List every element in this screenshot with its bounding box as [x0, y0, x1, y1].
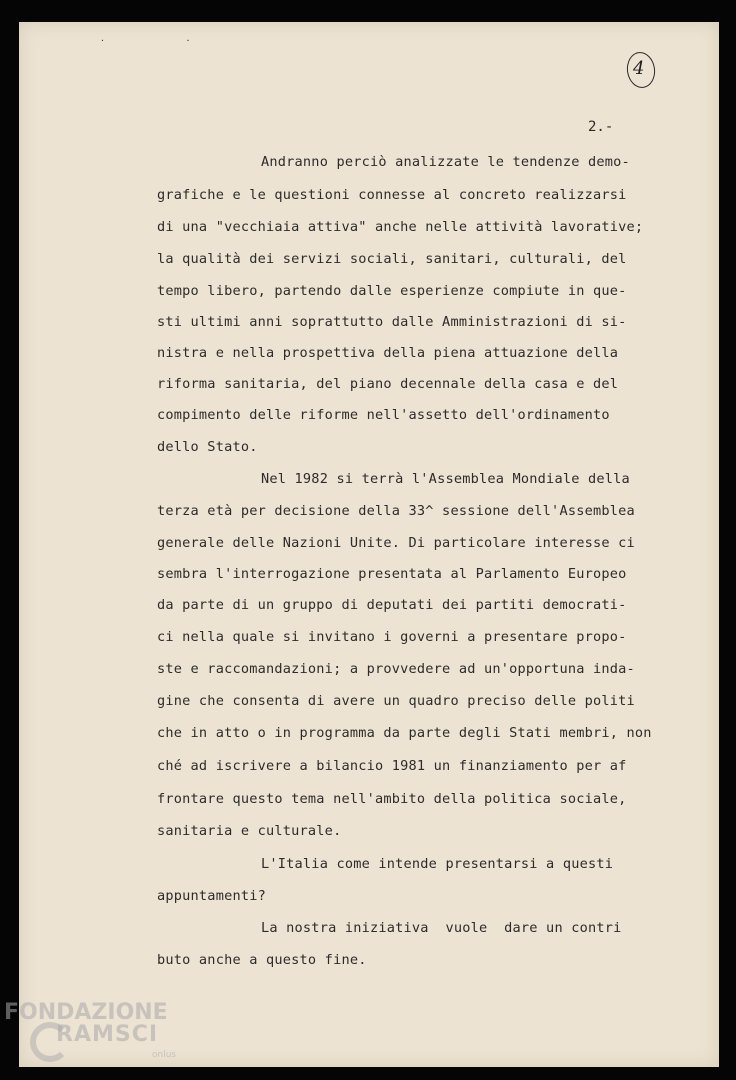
text-line: ché ad iscrivere a bilancio 1981 un finanziamento per af [157, 758, 627, 774]
text-line: appuntamenti? [157, 888, 266, 904]
text-line: terza età per decisione della 33^ sessione dell'Assemblea [157, 503, 635, 519]
folio-number: 4 [633, 58, 645, 79]
page-number: 2.- [588, 119, 614, 135]
text-line: riforma sanitaria, del piano decennale della casa e del [157, 376, 619, 392]
text-line: sti ultimi anni soprattutto dalle Amministrazioni di si- [157, 314, 627, 330]
text-line: Andranno perciò analizzate le tendenze demo- [261, 154, 630, 170]
text-line: la qualità dei servizi sociali, sanitari, culturali, del [157, 251, 627, 267]
text-line: da parte di un gruppo di deputati dei partiti democrati- [157, 597, 627, 613]
text-line: La nostra iniziativa vuole dare un contri [261, 920, 622, 936]
watermark-line2: RAMSCI [56, 1022, 159, 1047]
text-line: gine che consenta di avere un quadro preciso delle politi [157, 693, 635, 709]
text-line: dello Stato. [157, 439, 258, 455]
text-line: tempo libero, partendo dalle esperienze compiute in que- [157, 283, 627, 299]
watermark-line3: onlus [152, 1050, 177, 1060]
text-line: frontare questo tema nell'ambito della politica sociale, [157, 791, 627, 807]
text-line: grafiche e le questioni connesse al concreto realizzarsi [157, 187, 627, 203]
text-line: ste e raccomandazioni; a provvedere ad un'opportuna inda- [157, 661, 635, 677]
text-line: generale delle Nazioni Unite. Di particolare interesse ci [157, 535, 635, 551]
paper-specks: · · [100, 36, 229, 45]
text-line: buto anche a questo fine. [157, 952, 367, 968]
text-line: compimento delle riforme nell'assetto dell'ordinamento [157, 407, 610, 423]
text-line: sembra l'interrogazione presentata al Parlamento Europeo [157, 566, 627, 582]
text-line: che in atto o in programma da parte degli Stati membri, non [157, 725, 652, 741]
text-line: ci nella quale si invitano i governi a presentare propo- [157, 629, 627, 645]
text-line: L'Italia come intende presentarsi a questi [261, 856, 614, 872]
text-line: Nel 1982 si terrà l'Assemblea Mondiale della [261, 471, 630, 487]
text-line: di una "vecchiaia attiva" anche nelle attività lavorative; [157, 219, 644, 235]
watermark-line1: FONDAZIONE [4, 1000, 168, 1025]
text-line: sanitaria e culturale. [157, 823, 342, 839]
text-line: nistra e nella prospettiva della piena attuazione della [157, 345, 619, 361]
